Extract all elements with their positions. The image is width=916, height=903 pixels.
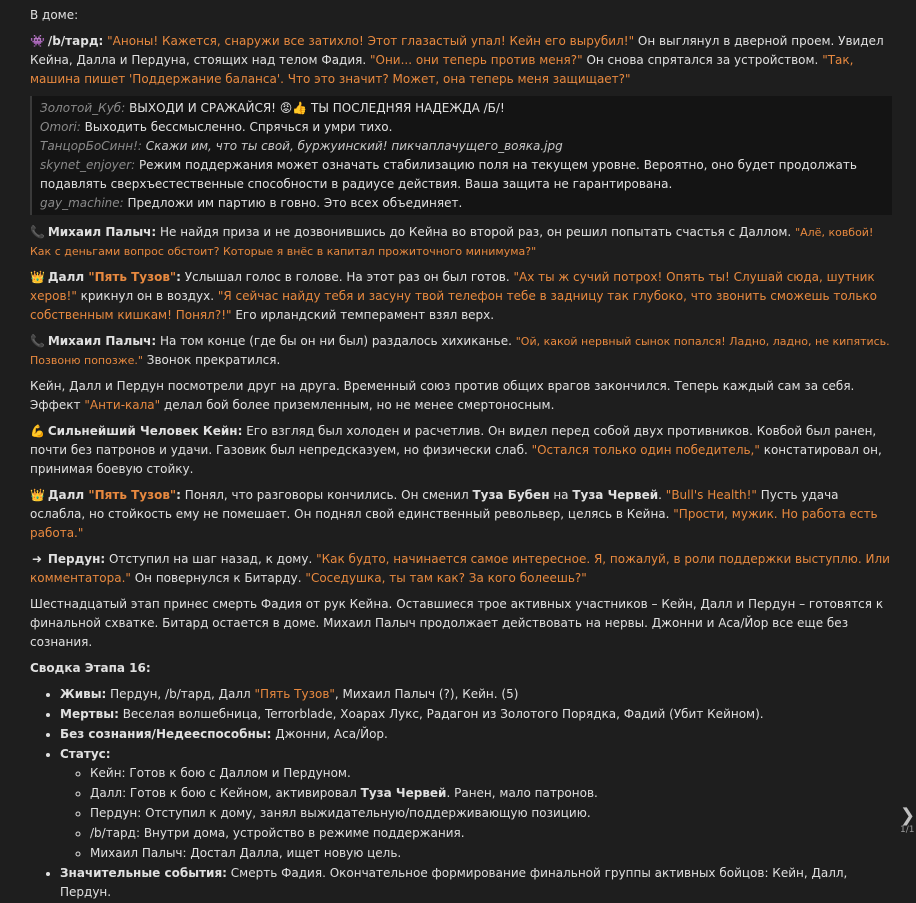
list-item <box>60 725 892 744</box>
paragraph-mikhail-2 <box>30 332 892 370</box>
paragraph-dall-1 <box>30 268 892 325</box>
narration: крикнул он в воздух. <box>76 289 218 303</box>
quote: "Они... они теперь против меня?" <box>369 53 583 67</box>
paragraph-btard <box>30 32 892 89</box>
paragraph-narration-1 <box>30 377 892 415</box>
phone-icon: 📞 <box>30 225 45 239</box>
card-name: Туза Червей <box>572 488 659 502</box>
chat-nick: skynet_enjoyer: <box>40 158 136 172</box>
narration: делал бой более приземленным, но не менее смертоносным. <box>160 398 555 412</box>
narration: Отступил на шаг назад, к дому. <box>105 552 317 566</box>
speaker-colon: : <box>176 488 181 502</box>
item-label: Мертвы: <box>60 707 119 721</box>
speaker-nickname: "Пять Тузов" <box>88 270 177 284</box>
chat-message <box>40 137 884 156</box>
item-label: Живы: <box>60 687 107 701</box>
quote: "Прости, мужик. Но работа есть работа." <box>30 507 878 540</box>
chevron-right-icon[interactable]: ❯ <box>900 805 916 826</box>
card-name: Туза Бубен <box>472 488 550 502</box>
narration: Понял, что разговоры кончились. Он сменил <box>180 488 473 502</box>
item-text: , Михаил Палыч (?), Кейн. (5) <box>334 687 519 701</box>
crown-icon: 👑 <box>30 488 45 502</box>
quote: "Алё, ковбой! Как с деньгами вопрос обстоит? Которые я внёс в капитал прожиточного минимума?" <box>30 226 874 258</box>
chat-text: Режим поддержания может означать стабилизацию поля на текущем уровне. Вероятно, оно будет продолжать подавлять сверхъестественные способности в радиусе действия. Ваша защита не гарантирована. <box>40 158 857 191</box>
chat-message <box>40 194 884 213</box>
speaker-name: /b/тард: <box>47 34 104 48</box>
chat-message <box>40 156 884 194</box>
chat-message <box>40 99 884 118</box>
speaker-name: Михаил Палыч: <box>47 225 157 239</box>
chat-text: Предложи им партию в говно. Это всех объединяет. <box>123 196 463 210</box>
list-item <box>60 685 892 704</box>
chat-nick: Omori: <box>40 120 81 134</box>
narration: На том конце (где бы он ни был) раздалось хихиканье. <box>156 334 516 348</box>
list-item <box>60 705 892 724</box>
speaker-name: Далл <box>47 270 89 284</box>
quote: "Как будто, начинается самое интересное. Я, пожалуй, в роли поддержки выступлю. Или комментатора." <box>30 552 890 585</box>
quote: "Bull's Health!" <box>665 488 757 502</box>
paragraph-dall-2 <box>30 486 892 543</box>
speaker-name: Далл <box>47 488 89 502</box>
chat-nick: Золотой_Куб: <box>40 101 126 115</box>
narration: Он повернулся к Битарду. <box>130 571 306 585</box>
quote: "Анти-кала" <box>84 398 161 412</box>
list-item: ◦ Кейн: Готов к бою с Даллом и Пердуном. <box>90 764 892 783</box>
narration: Он выглянул в дверной проем. Увидел Кейна, Далла и Пердуна, стоящих над телом Фадия. <box>30 34 884 67</box>
item-label: Статус: <box>60 747 111 761</box>
item-label: Без сознания/Недееспособны: <box>60 727 272 741</box>
speaker-name: Пердун: <box>47 552 106 566</box>
phone-icon: 📞 <box>30 334 45 348</box>
list-item: ◦ /b/тард: Внутри дома, устройство в режиме поддержания. <box>90 824 892 843</box>
crown-icon: 👑 <box>30 270 45 284</box>
list-item <box>60 864 892 902</box>
page-counter: 1/1 <box>900 825 915 835</box>
chat-block <box>30 96 892 215</box>
item-text: Веселая волшебница, Terrorblade, Хоарах Лукс, Радагон из Золотого Порядка, Фадий (Убит Кейном). <box>118 707 764 721</box>
item-text: Пердун, /b/тард, Далл <box>106 687 255 701</box>
pager <box>900 805 916 836</box>
paragraph-narration-2: Шестнадцатый этап принес смерть Фадия от рук Кейна. Оставшиеся трое активных участников – Кейн, Далл и Пердун – готовятся к финальной схватке. Битард остается в доме. Михаил Палыч продолжает действовать на нервы. Джонни и Аса/Йор все еще без сознания. <box>30 597 884 649</box>
list-item <box>90 784 892 803</box>
narration: Услышал голос в голове. На этот раз он был готов. <box>180 270 514 284</box>
narration: констатировал он, принимая боевую стойку. <box>30 443 882 476</box>
list-item: ◦ Михаил Палыч: Достал Далла, ищет новую цель. <box>90 844 892 863</box>
chat-nick: gay_machine: <box>40 196 124 210</box>
quote: "Ах ты ж сучий потрох! Опять ты! Слушай сюда, шутник херов!" <box>30 270 875 303</box>
item-text: Смерть Фадия. Окончательное формирование финальной группы активных бойцов: Кейн, Далл, Пердун. <box>60 866 848 899</box>
item-text: Джонни, Аса/Йор. <box>271 727 388 741</box>
alien-monster-icon: 👾 <box>30 34 45 48</box>
paragraph-kane <box>30 422 892 479</box>
speaker-nickname: "Пять Тузов" <box>88 488 177 502</box>
intro-line: В доме: <box>30 8 79 22</box>
speaker-name: Сильнейший Человек Кейн: <box>47 424 243 438</box>
narration: Его взгляд был холоден и расчетлив. Он видел перед собой двух противников. Ковбой был ранен, почти без патронов и удачи. Газовик был непредсказуем, но физически слаб. <box>30 424 877 457</box>
summary-title: Сводка Этапа 16: <box>30 661 151 675</box>
chat-text: Скажи им, что ты свой, буржуинский! пикчаплачущего_вояка.jpg <box>141 139 563 153</box>
quote: "Соседушка, ты там как? За кого болеешь?" <box>305 571 587 585</box>
item-quote: "Пять Тузов" <box>254 687 335 701</box>
item-label: Значительные события: <box>60 866 227 880</box>
chat-text: Выходить бессмысленно. Спрячься и умри тихо. <box>80 120 393 134</box>
quote: "Остался только один победитель," <box>531 443 760 457</box>
paragraph-mikhail-1 <box>30 223 892 261</box>
list-item: ◦ Пердун: Отступил к дому, занял выжидательную/поддерживающую позицию. <box>90 804 892 823</box>
narration: на <box>549 488 573 502</box>
narration: Не найдя приза и не дозвонившись до Кейна во второй раз, он решил попытать счастья с Даллом. <box>156 225 796 239</box>
status-list <box>60 764 892 863</box>
paragraph-perdun <box>30 550 892 588</box>
quote: "Аноны! Кажется, снаружи все затихло! Этот глазастый упал! Кейн его вырубил!" <box>107 34 635 48</box>
quote: "Ой, какой нервный сынок попался! Ладно, ладно, не кипятись. Позвоню попозже." <box>30 335 890 367</box>
quote: "Так, машина пишет 'Поддержание баланса'. Что это значит? Может, она теперь меня защищает?" <box>30 53 854 86</box>
message-content <box>30 6 892 903</box>
chat-message <box>40 118 884 137</box>
narration: Кейн, Далл и Пердун посмотрели друг на друга. Временный союз против общих врагов закончился. Теперь каждый сам за себя. Эффект <box>30 379 855 412</box>
flexed-bicep-icon: 💪 <box>30 424 45 438</box>
list-item <box>60 745 892 863</box>
item-text: Далл: Готов к бою с Кейном, активировал <box>90 786 361 800</box>
item-text: . Ранен, мало патронов. <box>446 786 598 800</box>
quote: "Я сейчас найду тебя и засуну твой телефон тебе в задницу так глубоко, что звонить сможешь только собственным кишкам! Понял?!" <box>30 289 878 322</box>
card-name: Туза Червей <box>360 786 447 800</box>
narration: Он снова спрятался за устройством. <box>582 53 823 67</box>
speaker-colon: : <box>176 270 181 284</box>
chat-nick: ТанцорБоСинн!: <box>40 139 142 153</box>
narration: . <box>658 488 666 502</box>
speaker-name: Михаил Палыч: <box>47 334 157 348</box>
narration: Его ирландский темперамент взял верх. <box>231 308 495 322</box>
summary-list <box>30 685 892 902</box>
narration: Звонок прекратился. <box>142 353 281 367</box>
narration: Пусть удача ослабла, но стойкость ему не помешает. Он поднял свой единственный револьвер, целясь в Кейна. <box>30 488 839 521</box>
dash-arrow-icon: ➜ <box>31 552 43 566</box>
chat-text: ВЫХОДИ И СРАЖАЙСЯ! 😡👍 ТЫ ПОСЛЕДНЯЯ НАДЕЖДА /Б/! <box>125 101 505 115</box>
